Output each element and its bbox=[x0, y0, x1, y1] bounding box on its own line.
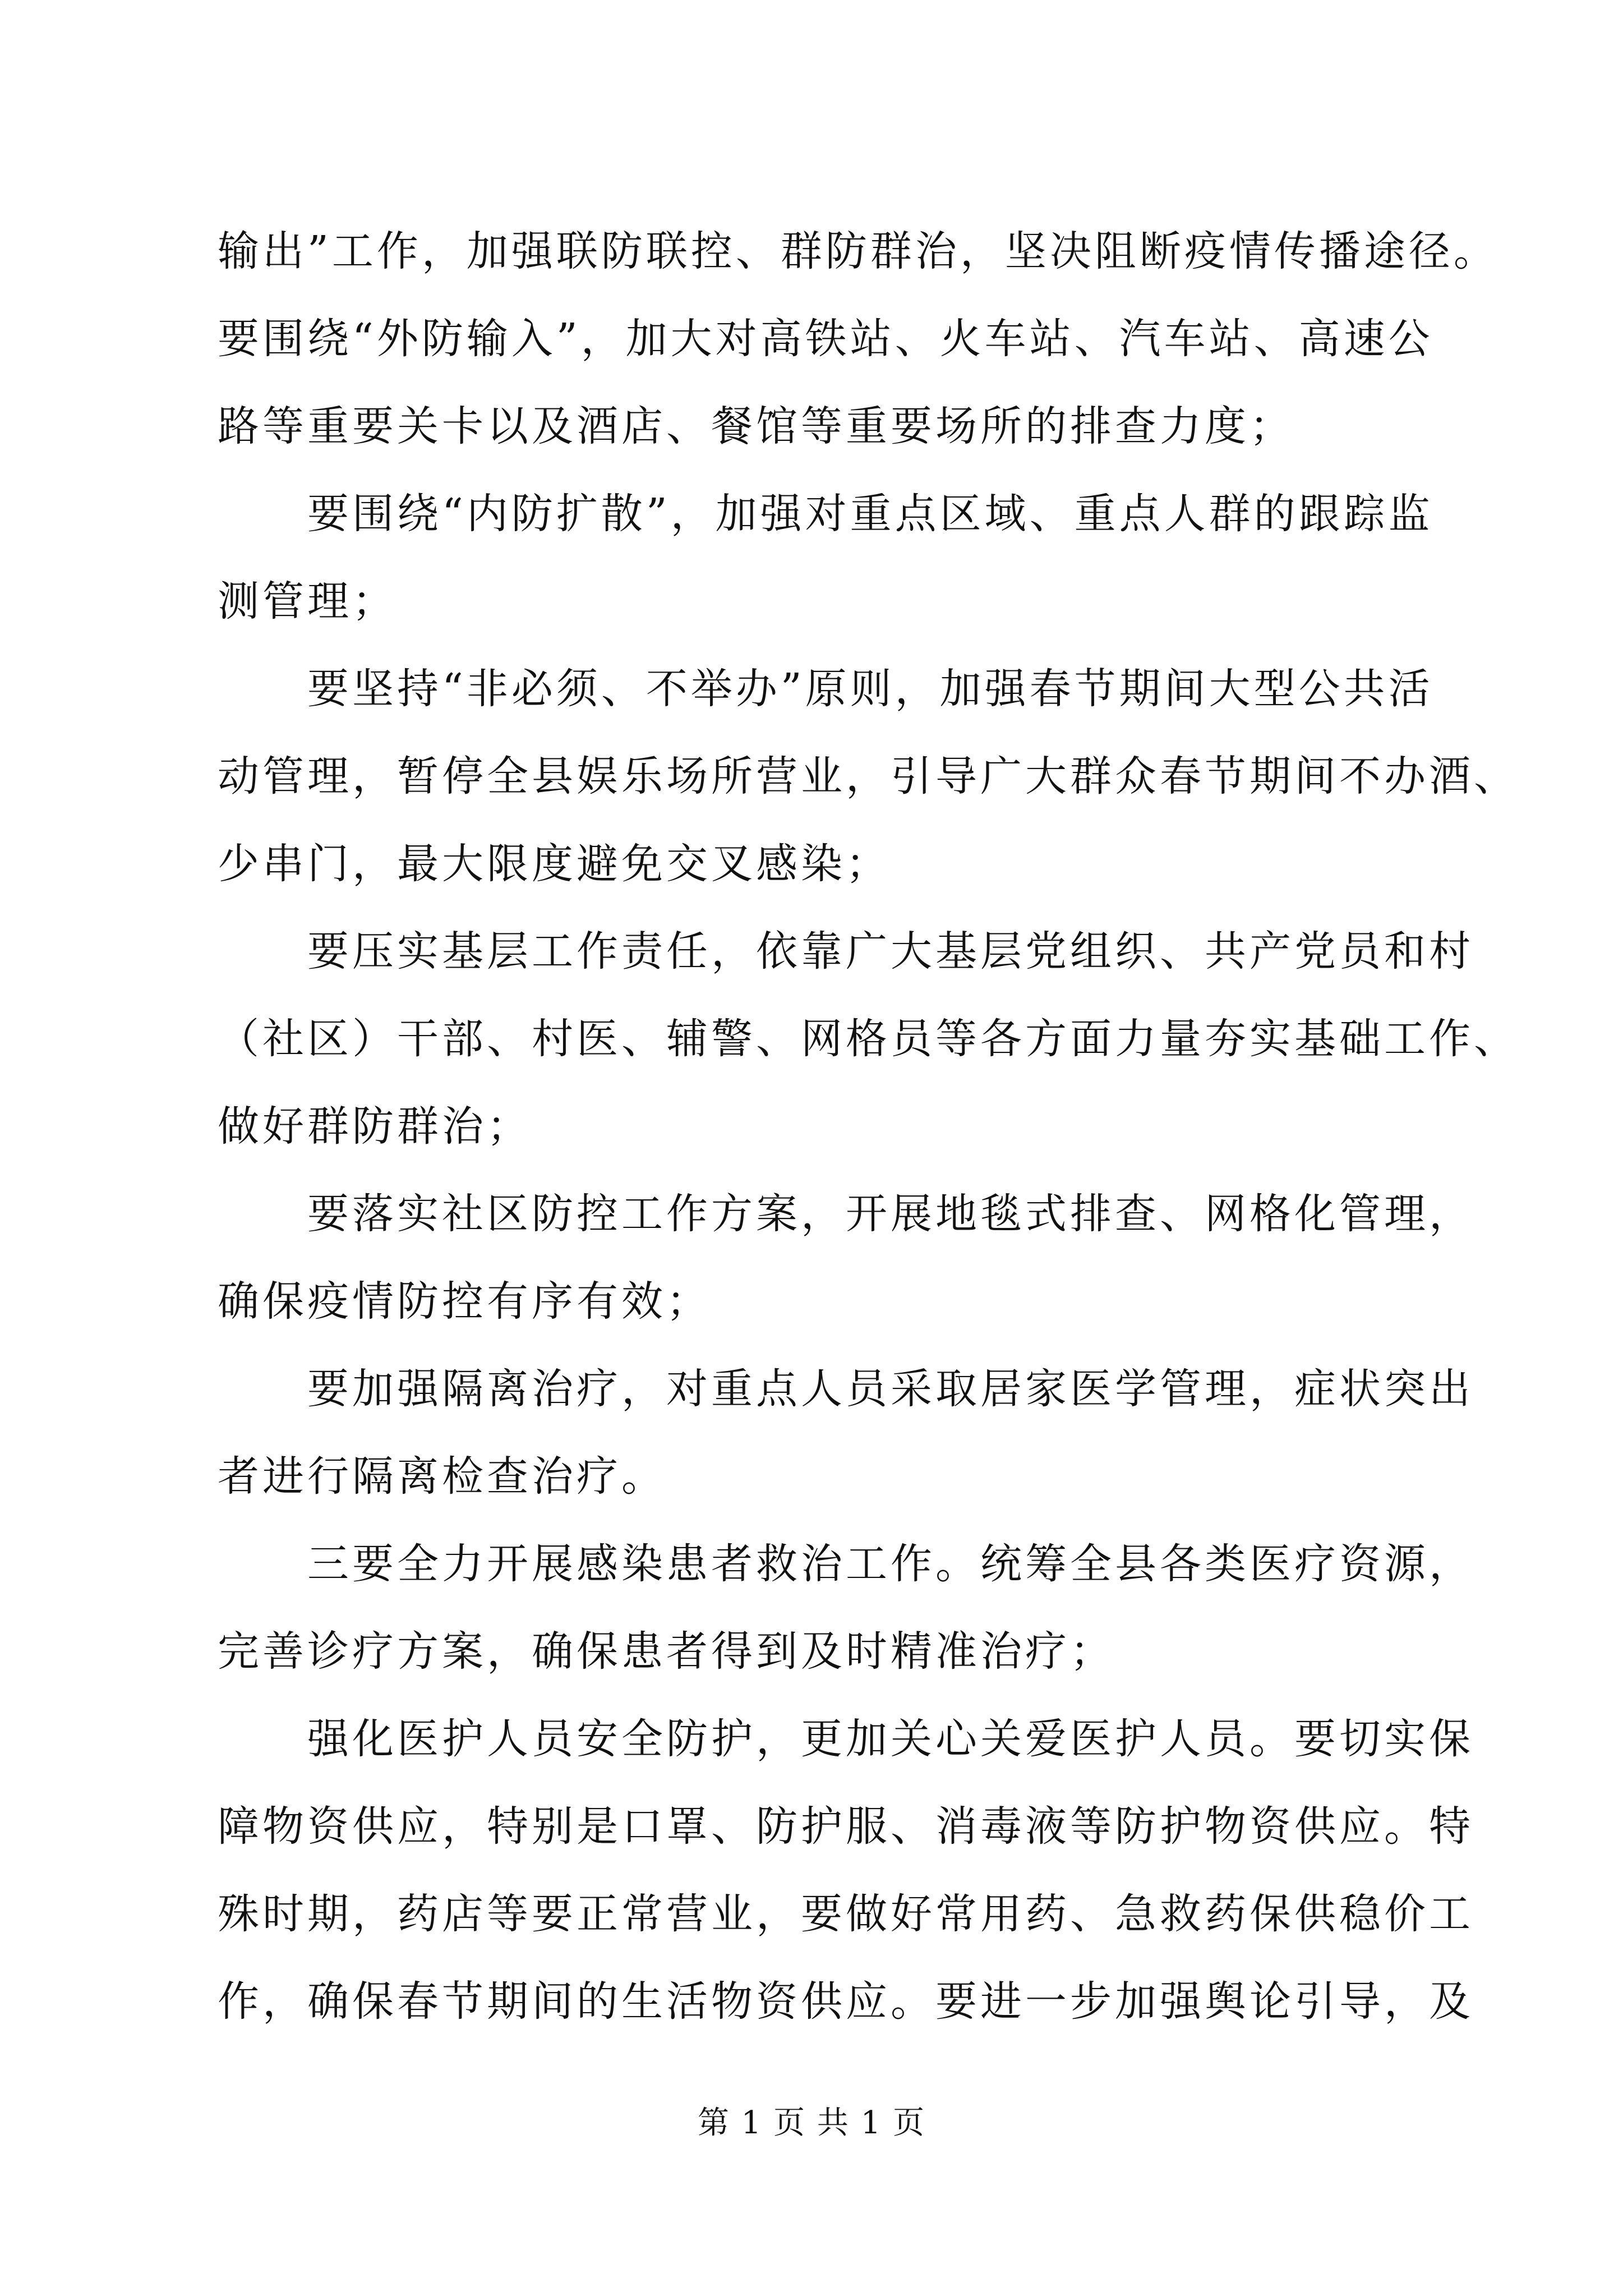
text-line: 输出”工作，加强联防联控、群防群治，坚决阻断疫情传播途径。 bbox=[218, 227, 1498, 275]
text-line: 三要全力开展感染患者救治工作。统筹全县各类医疗资源， bbox=[307, 1540, 1474, 1588]
text-line: 要围绕“内防扩散”，加强对重点区域、重点人群的跟踪监 bbox=[307, 490, 1433, 538]
text-line: 做好群防群治； bbox=[218, 1102, 532, 1151]
text-line: 者进行隔离检查治疗。 bbox=[218, 1452, 666, 1501]
text-line: 作，确保春节期间的生活物资供应。要进一步加强舆论引导，及 bbox=[218, 1977, 1474, 2026]
text-line: 要坚持“非必须、不举办”原则，加强春节期间大型公共活 bbox=[307, 665, 1433, 713]
page-footer: 第 1 页 共 1 页 bbox=[697, 2105, 926, 2141]
text-line: 测管理； bbox=[218, 577, 397, 625]
text-line: 要围绕“外防输入”，加大对高铁站、火车站、汽车站、高速公 bbox=[218, 315, 1433, 363]
text-line: 强化医护人员安全防护，更加关心关爱医护人员。要切实保 bbox=[307, 1715, 1474, 1763]
document-body bbox=[218, 208, 1519, 2045]
text-line: 要加强隔离治疗，对重点人员采取居家医学管理，症状突出 bbox=[307, 1365, 1474, 1413]
text-line: 障物资供应，特别是口罩、防护服、消毒液等防护物资供应。特 bbox=[218, 1802, 1474, 1851]
text-line: 路等重要关卡以及酒店、餐馆等重要场所的排查力度； bbox=[218, 402, 1294, 450]
text-line: 要落实社区防控工作方案，开展地毯式排查、网格化管理， bbox=[307, 1190, 1474, 1238]
text-line: 少串门，最大限度避免交叉感染； bbox=[218, 840, 891, 888]
text-line: （社区）干部、村医、辅警、网格员等各方面力量夯实基础工作、 bbox=[218, 1015, 1519, 1063]
text-line: 要压实基层工作责任，依靠广大基层党组织、共产党员和村 bbox=[307, 927, 1474, 976]
text-line: 确保疫情防控有序有效； bbox=[218, 1277, 711, 1326]
text-line: 完善诊疗方案，确保患者得到及时精准治疗； bbox=[218, 1627, 1115, 1676]
text-line: 动管理，暂停全县娱乐场所营业，引导广大群众春节期间不办酒、 bbox=[218, 752, 1519, 800]
text-line: 殊时期，药店等要正常营业，要做好常用药、急救药保供稳价工 bbox=[218, 1890, 1474, 1938]
